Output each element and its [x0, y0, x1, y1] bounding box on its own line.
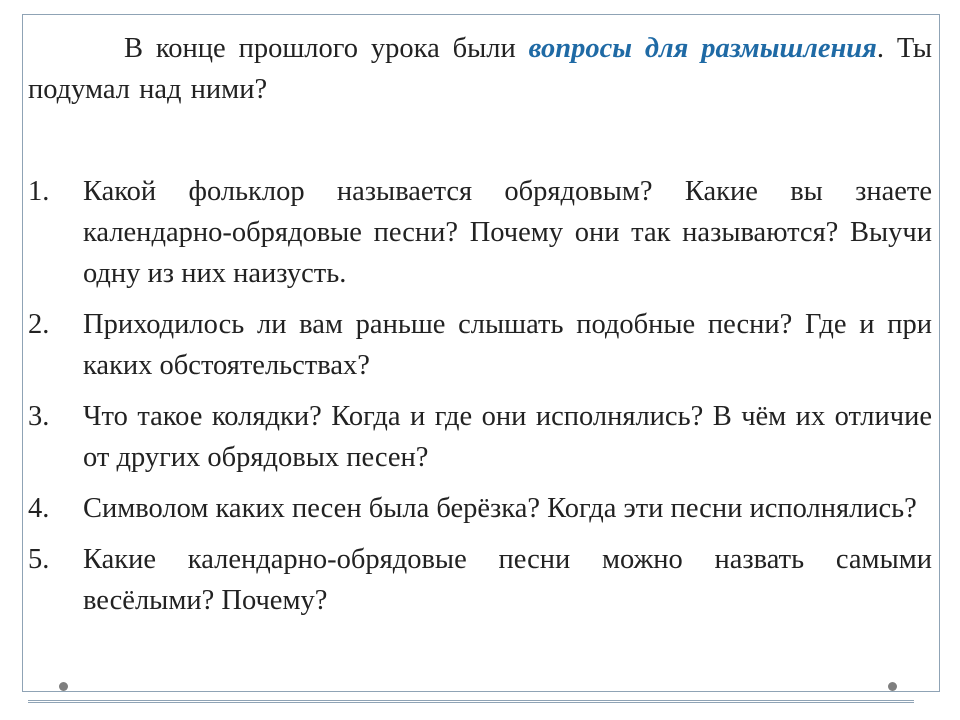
bottom-divider	[28, 700, 914, 703]
question-text: Что такое колядки? Когда и где они исполнялись? В чём их отличие от других обрядовых песен?	[83, 401, 932, 473]
intro-suffix: . Ты подумал над ними?	[28, 33, 933, 105]
question-number: 4.	[28, 493, 50, 524]
question-item-2	[28, 304, 932, 386]
question-item-5	[28, 539, 932, 621]
question-text: Какой фольклор называется обрядовым? Какие вы знаете календарно-обрядовые песни? Почему они так называются? Выучи одну из них наизусть.	[83, 176, 932, 289]
intro-prefix: В конце прошлого урока были	[124, 33, 529, 64]
slide-content	[28, 28, 932, 631]
intro-highlight: вопросы для размышления	[528, 33, 877, 64]
question-text: Какие календарно-обрядовые песни можно назвать самыми весёлыми? Почему?	[83, 544, 932, 616]
question-number: 2.	[28, 309, 50, 340]
questions-list	[28, 171, 932, 621]
question-item-1	[28, 171, 932, 294]
intro-paragraph	[28, 28, 932, 110]
question-number: 5.	[28, 544, 50, 575]
decorative-dot-left	[59, 682, 68, 691]
question-text: Символом каких песен была берёзка? Когда эти песни исполнялись?	[83, 493, 917, 524]
question-text: Приходилось ли вам раньше слышать подобные песни? Где и при каких обстоятельствах?	[83, 309, 932, 381]
question-item-4	[28, 488, 932, 529]
question-number: 3.	[28, 401, 50, 432]
decorative-dot-right	[888, 682, 897, 691]
question-number: 1.	[28, 176, 50, 207]
question-item-3	[28, 396, 932, 478]
